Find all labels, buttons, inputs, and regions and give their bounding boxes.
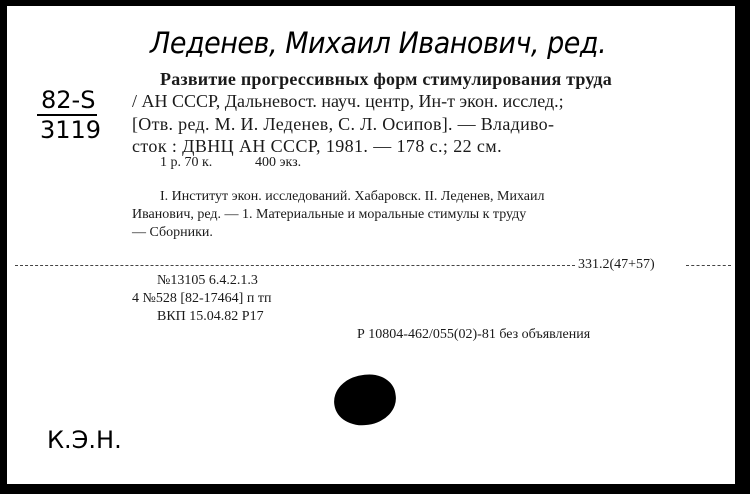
handwritten-footer: К.Э.Н.	[47, 426, 122, 454]
ink-blot	[331, 371, 399, 429]
record-line-2: 4 №528 [82-17464] п тп	[132, 291, 272, 306]
classification-code: 331.2(47+57)	[578, 257, 655, 272]
entry-price: 1 р. 70 к.	[160, 155, 213, 170]
catalog-card	[7, 6, 735, 484]
dashed-rule	[15, 265, 575, 266]
record-line-3: ВКП 15.04.82 Р17	[157, 309, 264, 324]
handwritten-author-heading: Леденев, Михаил Иванович, ред.	[150, 26, 607, 60]
entry-title: Развитие прогрессивных форм стимулирования труда	[160, 69, 612, 89]
entry-line-2: [Отв. ред. М. И. Леденев, С. Л. Осипов]. — Владиво-	[132, 114, 555, 134]
call-number-top: 82-S	[41, 86, 96, 114]
tracings-line-3: — Сборники.	[132, 225, 213, 240]
publisher-code: Р 10804-462/055(02)-81 без объявления	[357, 327, 591, 342]
entry-print-run: 400 экз.	[255, 155, 302, 170]
tracings-line-2: Иванович, ред. — 1. Материальные и моральные стимулы к труду	[132, 207, 527, 222]
tracings-line-1: I. Институт экон. исследований. Хабаровск. II. Леденев, Михаил	[160, 189, 545, 204]
record-line-1: №13105 6.4.2.1.3	[157, 273, 258, 288]
dashed-rule-end	[686, 265, 731, 266]
entry-line-3: сток : ДВНЦ АН СССР, 1981. — 178 с.; 22 см.	[132, 136, 502, 156]
entry-line-1: / АН СССР, Дальневост. науч. центр, Ин-т экон. исслед.;	[132, 91, 564, 111]
call-number-bottom: 3119	[40, 116, 102, 144]
